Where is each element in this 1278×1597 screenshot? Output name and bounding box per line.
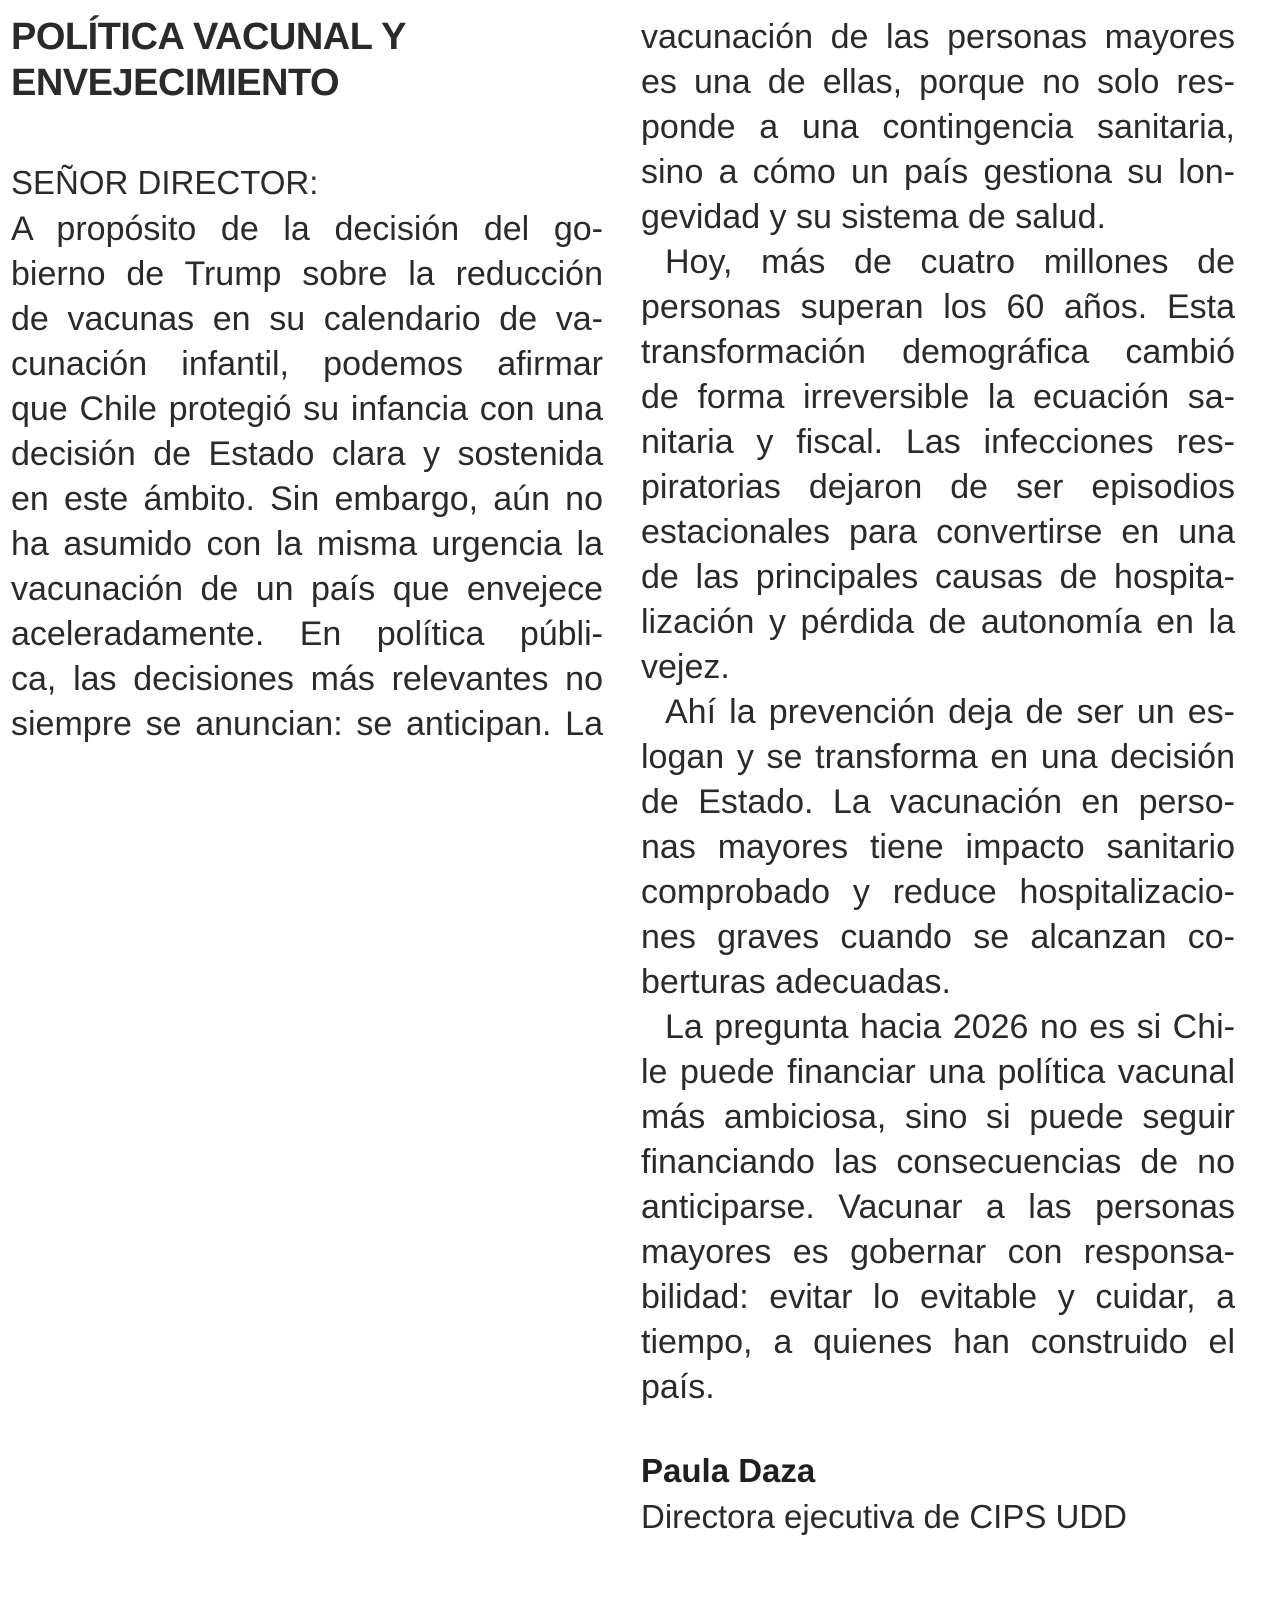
- body-line: de las principales causas de hospita-: [641, 558, 1235, 596]
- body-line: más ambiciosa, sino si puede seguir: [641, 1098, 1235, 1136]
- body-line: comprobado y reduce hospitalizacio-: [641, 873, 1235, 911]
- headline-line-1: POLÍTICA VACUNAL Y: [11, 16, 406, 58]
- body-line: de Estado. La vacunación en perso-: [641, 783, 1235, 821]
- body-line: sino a cómo un país gestiona su lon-: [641, 153, 1235, 191]
- body-line: de forma irreversible la ecuación sa-: [641, 378, 1235, 416]
- body-line: financiando las consecuencias de no: [641, 1143, 1235, 1181]
- body-line: mayores es gobernar con responsa-: [641, 1233, 1235, 1271]
- body-line: aceleradamente. En política públi-: [11, 615, 603, 653]
- body-line: gevidad y su sistema de salud.: [641, 198, 1106, 236]
- body-line: anticiparse. Vacunar a las personas: [641, 1188, 1235, 1226]
- body-line: berturas adecuadas.: [641, 963, 951, 1001]
- body-line: le puede financiar una política vacunal: [641, 1053, 1235, 1091]
- body-line: nas mayores tiene impacto sanitario: [641, 828, 1235, 866]
- body-line: personas superan los 60 años. Esta: [641, 288, 1235, 326]
- body-line: ha asumido con la misma urgencia la: [11, 525, 603, 563]
- body-line: vacunación de un país que envejece: [11, 570, 603, 608]
- body-line: nes graves cuando se alcanzan co-: [641, 918, 1235, 956]
- body-line: cunación infantil, podemos afirmar: [11, 345, 603, 383]
- body-line: estacionales para convertirse en una: [641, 513, 1235, 551]
- body-line: que Chile protegió su infancia con una: [11, 390, 603, 428]
- salutation: SEÑOR DIRECTOR:: [11, 164, 319, 201]
- body-line: de vacunas en su calendario de va-: [11, 300, 603, 338]
- body-line: vacunación de las personas mayores: [641, 18, 1235, 56]
- body-line: Hoy, más de cuatro millones de: [665, 243, 1235, 281]
- headline-line-2: ENVEJECIMIENTO: [11, 62, 340, 104]
- body-line: siempre se anuncian: se anticipan. La: [11, 705, 603, 743]
- author-name: Paula Daza: [641, 1452, 816, 1489]
- body-line: nitaria y fiscal. Las infecciones res-: [641, 423, 1235, 461]
- body-line: lización y pérdida de autonomía en la: [641, 603, 1235, 641]
- author-role: Directora ejecutiva de CIPS UDD: [641, 1498, 1128, 1535]
- body-line: Ahí la prevención deja de ser un es-: [665, 693, 1235, 731]
- body-line: decisión de Estado clara y sostenida: [11, 435, 603, 473]
- body-line: ca, las decisiones más relevantes no: [11, 660, 603, 698]
- body-line: A propósito de la decisión del go-: [11, 210, 603, 248]
- body-line: logan y se transforma en una decisión: [641, 738, 1235, 776]
- body-line: ponde a una contingencia sanitaria,: [641, 108, 1235, 146]
- body-line: en este ámbito. Sin embargo, aún no: [11, 480, 603, 518]
- body-line: tiempo, a quienes han construido el: [641, 1323, 1235, 1361]
- body-line: transformación demográfica cambió: [641, 333, 1235, 371]
- body-line: país.: [641, 1368, 715, 1406]
- body-line: bilidad: evitar lo evitable y cuidar, a: [641, 1278, 1235, 1316]
- body-line: vejez.: [641, 648, 730, 686]
- body-line: bierno de Trump sobre la reducción: [11, 255, 603, 293]
- body-line: piratorias dejaron de ser episodios: [641, 468, 1235, 506]
- body-line: La pregunta hacia 2026 no es si Chi-: [665, 1008, 1235, 1046]
- body-line: es una de ellas, porque no solo res-: [641, 63, 1235, 101]
